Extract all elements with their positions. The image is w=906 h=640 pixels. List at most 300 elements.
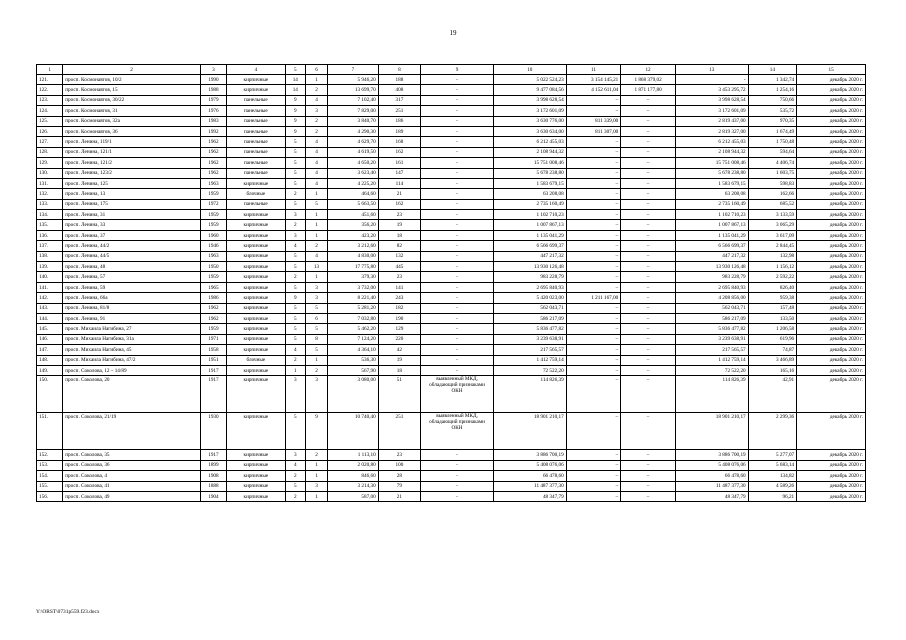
table-cell: 168 — [378, 137, 420, 147]
table-cell: 28 — [378, 471, 420, 481]
table-row — [37, 303, 866, 313]
table-cell: 1 007 867,13 — [675, 220, 748, 230]
table-cell: 1959 — [200, 210, 226, 220]
table-cell: 23 — [378, 272, 420, 282]
table-cell: 186 — [378, 116, 420, 126]
table-cell: 1 135 041,29 — [675, 230, 748, 240]
table-cell: декабрь 2020 г. — [797, 324, 866, 334]
table-cell: 619,96 — [748, 334, 797, 344]
table-cell: – — [566, 355, 621, 365]
table-cell: 140. — [37, 272, 63, 282]
table-header-row — [37, 65, 866, 75]
table-cell: 9 — [285, 293, 305, 303]
table-cell: - — [421, 126, 494, 136]
table-cell: - — [421, 460, 494, 470]
table-cell: декабрь 2020 г. — [797, 365, 866, 375]
table-cell: 1 — [305, 75, 327, 85]
table-cell: 21 — [378, 491, 420, 501]
table-cell: – — [566, 199, 621, 209]
table-cell: 18 901 210,17 — [675, 413, 748, 450]
housing-repair-table — [36, 64, 866, 502]
table-cell: 155. — [37, 481, 63, 491]
table-cell: панельные — [227, 106, 286, 116]
table-cell: 2 — [305, 241, 327, 251]
table-cell: – — [566, 303, 621, 313]
table-cell: 153. — [37, 460, 63, 470]
table-cell: 5 836 477,82 — [675, 324, 748, 334]
table-cell: 139. — [37, 262, 63, 272]
table-cell: просп. Ленина, 31 — [63, 210, 200, 220]
column-header: 10 — [493, 65, 566, 75]
table-cell: - — [421, 345, 494, 355]
table-row — [37, 262, 866, 272]
table-cell: 3 886 700,19 — [675, 450, 748, 460]
table-row — [37, 230, 866, 240]
table-cell: декабрь 2020 г. — [797, 481, 866, 491]
table-cell: 114 — [378, 178, 420, 188]
table-cell: 188 — [378, 75, 420, 85]
table-cell: 4 589,26 — [748, 481, 797, 491]
table-cell: 3 — [305, 106, 327, 116]
table-cell: 11 487 377,30 — [675, 481, 748, 491]
table-cell: декабрь 2020 г. — [797, 75, 866, 85]
table-cell: – — [566, 345, 621, 355]
table-cell: 5 683,14 — [748, 460, 797, 470]
table-cell: 5 281,20 — [328, 303, 379, 313]
table-cell: 7 124,20 — [328, 334, 379, 344]
table-cell: 5 — [285, 313, 305, 323]
table-cell: 2 299,36 — [748, 413, 797, 450]
table-cell: 5 678 238,80 — [493, 168, 566, 178]
table-cell: кирпичные — [227, 365, 286, 375]
table-cell: 3 — [305, 481, 327, 491]
table-cell: 5 — [285, 251, 305, 261]
table-cell: кирпичные — [227, 303, 286, 313]
table-cell: - — [421, 262, 494, 272]
table-cell: - — [421, 116, 494, 126]
table-cell: 1979 — [200, 95, 226, 105]
table-cell: 48 347,79 — [675, 491, 748, 501]
table-cell: кирпичные — [227, 491, 286, 501]
table-cell: 3 998 628,54 — [675, 95, 748, 105]
table-cell: кирпичные — [227, 230, 286, 240]
table-cell: кирпичные — [227, 345, 286, 355]
table-cell: 6 212 455,03 — [493, 137, 566, 147]
table-cell: 5 — [305, 303, 327, 313]
column-header: 1 — [37, 65, 63, 75]
table-row — [37, 471, 866, 481]
table-cell: 6 566 699,37 — [493, 241, 566, 251]
table-cell: просп. Космонавтов, 32а — [63, 116, 200, 126]
table-cell: 220 — [378, 334, 420, 344]
table-cell: 2 819 327,00 — [675, 126, 748, 136]
table-cell: 1 — [305, 355, 327, 365]
table-cell: просп. Ленина, 13 — [63, 189, 200, 199]
table-cell: выявленный МКД, обладающий признаками ОКН — [421, 376, 494, 413]
table-cell: 846,60 — [328, 471, 379, 481]
table-cell: 586 217,09 — [675, 313, 748, 323]
table-cell: 447 217,32 — [493, 251, 566, 261]
table-cell: просп. Ленина, 123/2 — [63, 168, 200, 178]
table-cell: декабрь 2020 г. — [797, 251, 866, 261]
table-cell: просп. Ленина, 44/2 — [63, 241, 200, 251]
table-cell: 1963 — [200, 251, 226, 261]
table-cell: просп. Ленина, 66а — [63, 293, 200, 303]
table-cell: кирпичные — [227, 450, 286, 460]
table-cell: 4 — [285, 460, 305, 470]
table-cell: 5 — [305, 199, 327, 209]
table-cell: 5 — [305, 324, 327, 334]
table-cell: 3 065,29 — [748, 220, 797, 230]
table-cell: 1 — [305, 210, 327, 220]
table-cell: - — [421, 471, 494, 481]
table-cell: 5 — [285, 199, 305, 209]
table-cell: 5 — [285, 282, 305, 292]
table-cell: 1 113,10 — [328, 450, 379, 460]
table-cell: – — [566, 450, 621, 460]
table-cell: кирпичные — [227, 413, 286, 450]
table-cell: 131. — [37, 178, 63, 188]
table-cell: – — [566, 413, 621, 450]
table-cell: 2 735 160,49 — [493, 199, 566, 209]
table-cell: 5 277,07 — [748, 450, 797, 460]
table-cell: 147 — [378, 168, 420, 178]
table-cell: 983 228,79 — [675, 272, 748, 282]
table-cell: 3 239 638,91 — [493, 334, 566, 344]
table-cell: 72 522,20 — [493, 365, 566, 375]
table-cell: 4 406,74 — [748, 158, 797, 168]
table-cell: 970,35 — [748, 116, 797, 126]
table-cell: – — [566, 460, 621, 470]
table-cell: 1 342,74 — [748, 75, 797, 85]
table-cell: 5 — [285, 147, 305, 157]
table-cell: 3 623,40 — [328, 168, 379, 178]
table-cell: – — [566, 220, 621, 230]
table-cell: – — [566, 334, 621, 344]
table-cell: 1 — [305, 230, 327, 240]
table-cell: 1962 — [200, 137, 226, 147]
table-cell: декабрь 2020 г. — [797, 230, 866, 240]
table-cell: декабрь 2020 г. — [797, 376, 866, 413]
table-row — [37, 324, 866, 334]
table-cell: 123. — [37, 95, 63, 105]
table-cell: кирпичные — [227, 313, 286, 323]
table-cell: - — [421, 334, 494, 344]
column-header: 15 — [797, 65, 866, 75]
table-cell: 1 007 867,13 — [493, 220, 566, 230]
table-cell: просп. Соколова, 41 — [63, 481, 200, 491]
table-cell: 23 — [378, 210, 420, 220]
table-row — [37, 282, 866, 292]
page-number: 19 — [449, 29, 457, 37]
table-cell: – — [621, 158, 676, 168]
table-cell: 3 840,70 — [328, 116, 379, 126]
table-cell: – — [621, 262, 676, 272]
table-cell: 18 — [378, 230, 420, 240]
table-cell: 2 — [285, 355, 305, 365]
table-cell: 13 930 126,48 — [675, 262, 748, 272]
table-cell: 5 — [285, 168, 305, 178]
table-cell: 3 172 601,09 — [675, 106, 748, 116]
table-cell: 2 735 160,49 — [675, 199, 748, 209]
table-cell: просп. Ленина, 37 — [63, 230, 200, 240]
table-cell: 141. — [37, 282, 63, 292]
table-cell: 145. — [37, 324, 63, 334]
table-cell: кирпичные — [227, 471, 286, 481]
table-cell: 1908 — [200, 471, 226, 481]
table-cell: 18 — [378, 365, 420, 375]
table-cell: просп. Михаила Нагибина, 45 — [63, 345, 200, 355]
table-cell: – — [621, 189, 676, 199]
table-cell: 251 — [378, 106, 420, 116]
table-row — [37, 481, 866, 491]
table-cell: просп. Михаила Нагибина, 31а — [63, 334, 200, 344]
table-cell: 243 — [378, 293, 420, 303]
table-cell: - — [421, 303, 494, 313]
table-cell: 3 — [285, 210, 305, 220]
table-cell: – — [566, 106, 621, 116]
table-cell: 1959 — [200, 272, 226, 282]
table-cell: 154. — [37, 471, 63, 481]
table-cell: 18 901 210,17 — [493, 413, 566, 450]
table-cell: панельные — [227, 137, 286, 147]
table-cell: 5 — [285, 334, 305, 344]
table-cell: декабрь 2020 г. — [797, 168, 866, 178]
table-cell: – — [566, 168, 621, 178]
table-cell: 125. — [37, 116, 63, 126]
table-cell: 4 290,30 — [328, 126, 379, 136]
table-cell: 2 — [305, 450, 327, 460]
table-cell: 1 583 679,15 — [675, 178, 748, 188]
table-cell: просп. Ленина, 91 — [63, 313, 200, 323]
table-cell: - — [421, 251, 494, 261]
table-cell: просп. Космонавтов, 36 — [63, 126, 200, 136]
table-cell: 4 830,00 — [328, 251, 379, 261]
table-cell: - — [421, 324, 494, 334]
table-cell: 79 — [378, 481, 420, 491]
table-cell: - — [421, 272, 494, 282]
column-header: 3 — [200, 65, 226, 75]
table-cell: 3 239 638,91 — [675, 334, 748, 344]
table-cell: 1960 — [200, 230, 226, 240]
table-cell: 217 565,57 — [493, 345, 566, 355]
table-cell: декабрь 2020 г. — [797, 262, 866, 272]
table-cell: 1 — [305, 220, 327, 230]
table-cell: 3 — [305, 376, 327, 413]
table-cell: 136. — [37, 230, 63, 240]
table-cell: декабрь 2020 г. — [797, 345, 866, 355]
table-cell: просп. Михаила Нагибина, 47/2 — [63, 355, 200, 365]
table-cell: 21 — [378, 189, 420, 199]
table-cell: просп. Ленина, 121/2 — [63, 158, 200, 168]
table-cell: 4 650,20 — [328, 158, 379, 168]
table-row — [37, 251, 866, 261]
table-cell: просп. Космонавтов, 30/22 — [63, 95, 200, 105]
table-cell: 149. — [37, 365, 63, 375]
table-cell: 1 — [305, 471, 327, 481]
table-cell: просп. Космонавтов, 15 — [63, 85, 200, 95]
table-cell: 3 466,89 — [748, 355, 797, 365]
table-cell: – — [566, 178, 621, 188]
table-cell: просп. Соколова, 21/19 — [63, 413, 200, 450]
table-cell: – — [621, 147, 676, 157]
table-cell: 13 699,70 — [328, 85, 379, 95]
table-cell: 6 — [305, 313, 327, 323]
table-cell: 5 — [285, 413, 305, 450]
table-cell: 1963 — [200, 178, 226, 188]
column-header: 12 — [621, 65, 676, 75]
table-cell: 3 080,00 — [328, 376, 379, 413]
table-cell: просп. Космонавтов, 31 — [63, 106, 200, 116]
table-cell: 96,21 — [748, 491, 797, 501]
table-cell: 4 — [305, 137, 327, 147]
table-cell: 8 221,40 — [328, 293, 379, 303]
table-cell: 451,60 — [328, 210, 379, 220]
table-cell: декабрь 2020 г. — [797, 355, 866, 365]
table-cell: 133. — [37, 199, 63, 209]
table-cell: 1 412 759,14 — [675, 355, 748, 365]
table-cell: – — [621, 376, 676, 413]
table-cell: декабрь 2020 г. — [797, 282, 866, 292]
table-row — [37, 147, 866, 157]
table-cell: 379,30 — [328, 272, 379, 282]
table-cell: 1 868 379,02 — [621, 75, 676, 85]
table-cell: 5 — [285, 262, 305, 272]
table-cell: 811 339,00 — [566, 116, 621, 126]
table-cell: 124. — [37, 106, 63, 116]
table-cell: – — [566, 147, 621, 157]
table-cell: – — [566, 241, 621, 251]
table-cell: 1 603,75 — [748, 168, 797, 178]
table-cell: – — [621, 460, 676, 470]
column-header: 11 — [566, 65, 621, 75]
table-cell: 4 225,20 — [328, 178, 379, 188]
table-cell: 19 — [378, 355, 420, 365]
table-cell: 1 674,49 — [748, 126, 797, 136]
table-cell: – — [621, 471, 676, 481]
table-cell: 1959 — [200, 220, 226, 230]
table-cell: панельные — [227, 147, 286, 157]
table-cell: 162,66 — [748, 189, 797, 199]
table-cell: 114 826,39 — [675, 376, 748, 413]
table-row — [37, 137, 866, 147]
table-cell: - — [421, 355, 494, 365]
table-cell: 9 — [285, 126, 305, 136]
table-cell: панельные — [227, 168, 286, 178]
table-cell: 3 — [285, 230, 305, 240]
table-cell: 1 871 177,80 — [621, 85, 676, 95]
table-cell: 127. — [37, 137, 63, 147]
table-cell: – — [621, 324, 676, 334]
table-cell: 9 — [285, 106, 305, 116]
table-cell: 9 477 084,56 — [493, 85, 566, 95]
table-cell: - — [421, 85, 494, 95]
table-cell: 130. — [37, 168, 63, 178]
table-cell: 4 152 611,04 — [566, 85, 621, 95]
table-cell: просп. Соколова, 36 — [63, 460, 200, 470]
table-cell: кирпичные — [227, 75, 286, 85]
table-cell: 1959 — [200, 189, 226, 199]
table-cell: 3 — [285, 376, 305, 413]
table-cell: - — [421, 241, 494, 251]
table-cell: - — [421, 210, 494, 220]
table-cell: 1971 — [200, 334, 226, 344]
table-cell: 5 462,20 — [328, 324, 379, 334]
table-cell: - — [421, 147, 494, 157]
table-cell: 42,91 — [748, 376, 797, 413]
table-cell: 1 — [285, 365, 305, 375]
table-cell: 133,50 — [748, 313, 797, 323]
table-cell: 6 212 455,03 — [675, 137, 748, 147]
table-cell: 2 — [305, 126, 327, 136]
table-cell: 1 254,16 — [748, 85, 797, 95]
table-cell: 122. — [37, 85, 63, 95]
table-cell: 74,87 — [748, 345, 797, 355]
table-cell: 5 — [305, 345, 327, 355]
table-cell: 3 — [285, 450, 305, 460]
table-cell: – — [566, 376, 621, 413]
table-cell: – — [566, 230, 621, 240]
table-row — [37, 355, 866, 365]
table-cell: кирпичные — [227, 324, 286, 334]
table-row — [37, 365, 866, 375]
table-cell: 151. — [37, 413, 63, 450]
table-cell: 2 819 437,00 — [675, 116, 748, 126]
table-row — [37, 272, 866, 282]
table-cell: - — [421, 95, 494, 105]
table-cell: 14 — [285, 85, 305, 95]
table-cell: 126. — [37, 126, 63, 136]
table-cell: просп. Космонавтов, 10/2 — [63, 75, 200, 85]
table-cell: 4 629,70 — [328, 137, 379, 147]
table-cell: декабрь 2020 г. — [797, 116, 866, 126]
table-cell: кирпичные — [227, 210, 286, 220]
table-cell: 1930 — [200, 413, 226, 450]
table-row — [37, 241, 866, 251]
table-cell: 162 — [378, 199, 420, 209]
table-cell: 3 — [305, 282, 327, 292]
table-cell: 17 775,80 — [328, 262, 379, 272]
table-cell: - — [421, 491, 494, 501]
table-cell: декабрь 2020 г. — [797, 313, 866, 323]
table-cell: 2 695 840,93 — [493, 282, 566, 292]
table-cell: 447 217,32 — [675, 251, 748, 261]
table-cell: 586 217,09 — [493, 313, 566, 323]
table-cell: 100 — [378, 460, 420, 470]
table-cell: 5 836 477,82 — [493, 324, 566, 334]
table-cell: декабрь 2020 г. — [797, 199, 866, 209]
table-cell: 3 154 145,21 — [566, 75, 621, 85]
table-cell: 9 — [285, 116, 305, 126]
table-cell: просп. Михаила Нагибина, 27 — [63, 324, 200, 334]
table-row — [37, 334, 866, 344]
table-cell: 121. — [37, 75, 63, 85]
table-cell: просп. Соколова, 49 — [63, 491, 200, 501]
table-cell: – — [621, 293, 676, 303]
table-cell: 66 478,60 — [493, 471, 566, 481]
table-cell: 135. — [37, 220, 63, 230]
table-cell: 15 751 008,46 — [493, 158, 566, 168]
table-cell: декабрь 2020 г. — [797, 95, 866, 105]
table-cell: 567,90 — [328, 365, 379, 375]
table-cell: 1988 — [200, 85, 226, 95]
table-cell: 144. — [37, 313, 63, 323]
table-cell: декабрь 2020 г. — [797, 210, 866, 220]
table-cell: 1 102 710,23 — [675, 210, 748, 220]
table-cell: 5 — [285, 158, 305, 168]
table-cell: – — [566, 365, 621, 375]
table-cell: декабрь 2020 г. — [797, 85, 866, 95]
